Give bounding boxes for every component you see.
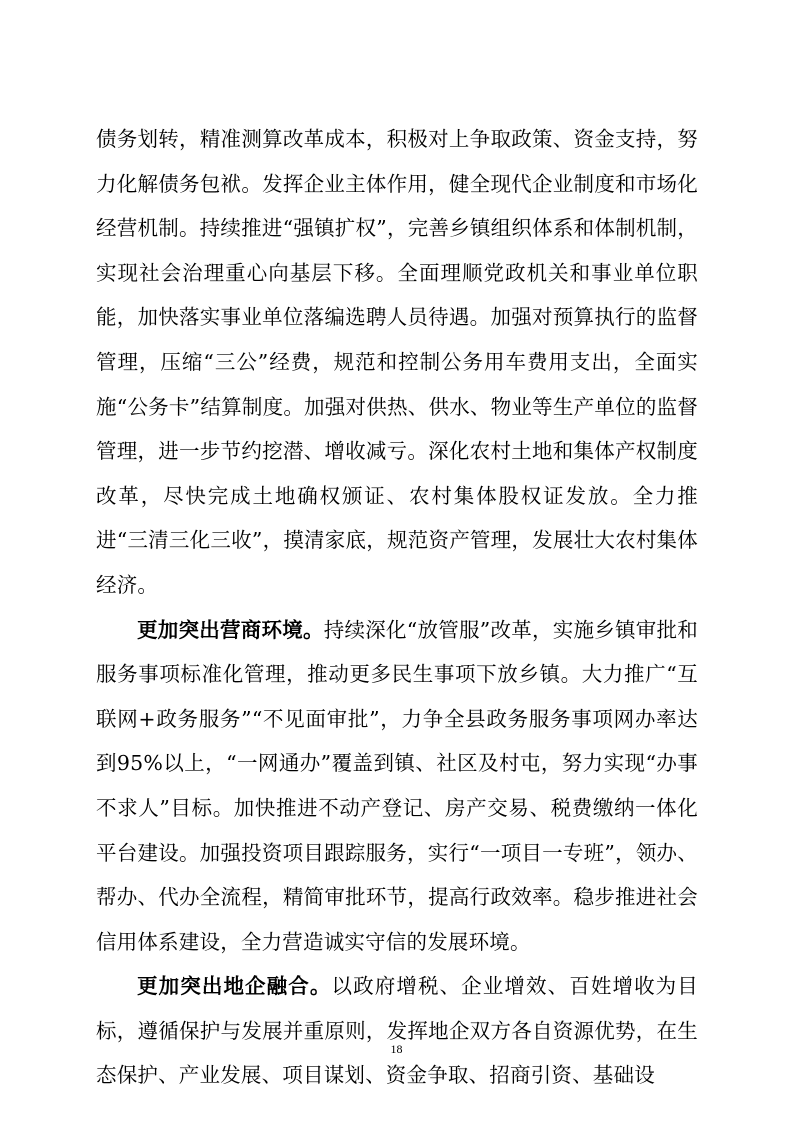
- paragraph-heading: 更加突出营商环境。: [137, 617, 324, 642]
- paragraph-heading: 更加突出地企融合。: [137, 974, 332, 999]
- paragraph-business-environment: [96, 608, 698, 965]
- document-body: [96, 117, 698, 1098]
- paragraph-text: 持续深化“放管服”改革，实施乡镇审批和服务事项标准化管理，推动更多民生事项下放乡镇。大力推广“互联网+政务服务”“不见面审批”，力争全县政务服务事项网办率达到95%以上，“一网通办”覆盖到镇、社区及村屯，努力实现“办事不求人”目标。加快推进不动产登记、房产交易、税费缴纳一体化平台建设。加强投资项目跟踪服务，实行“一项目一专班”，领办、帮办、代办全流程，精简审批环节，提高行政效率。稳步推进社会信用体系建设，全力营造诚实守信的发展环境。: [96, 617, 698, 954]
- paragraph-text: 债务划转，精准测算改革成本，积极对上争取政策、资金支持，努力化解债务包袱。发挥企业主体作用，健全现代企业制度和市场化经营机制。持续推进“强镇扩权”，完善乡镇组织体系和体制机制，实现社会治理重心向基层下移。全面理顺党政机关和事业单位职能，加快落实事业单位落编选聘人员待遇。加强对预算执行的监督管理，压缩“三公”经费，规范和控制公务用车费用支出，全面实施“公务卡”结算制度。加强对供热、供水、物业等生产单位的监督管理，进一步节约挖潜、增收减亏。深化农村土地和集体产权制度改革，尽快完成土地确权颁证、农村集体股权证发放。全力推进“三清三化三收”，摸清家底，规范资产管理，发展壮大农村集体经济。: [96, 127, 698, 597]
- paragraph-local-enterprise-integration: [96, 964, 698, 1098]
- paragraph-continued: [96, 117, 698, 608]
- paragraph-text: 以政府增税、企业增效、百姓增收为目标，遵循保护与发展并重原则，发挥地企双方各自资源优势，在生态保护、产业发展、项目谋划、资金争取、招商引资、基础设: [96, 974, 698, 1088]
- page-number: 18: [390, 1042, 403, 1056]
